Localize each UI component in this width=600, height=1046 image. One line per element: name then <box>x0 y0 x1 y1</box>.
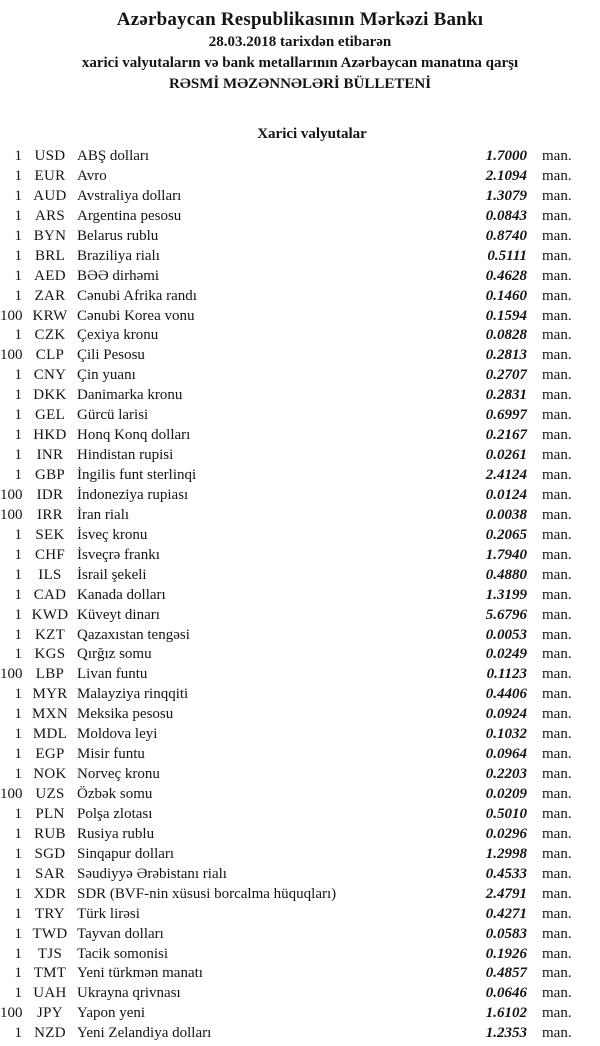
currency-code-cell: USD <box>34 148 66 164</box>
currency-code-cell: SEK <box>35 526 65 543</box>
currency-name-cell: Küveyt dinarı <box>77 606 160 623</box>
quantity-cell: 1 <box>14 925 22 942</box>
currency-name-cell: Honq Konq dolları <box>77 427 191 444</box>
unit-cell: man. <box>542 427 572 444</box>
currency-name-cell: SDR (BVF-nin xüsusi borcalma hüquqları) <box>77 885 337 902</box>
quantity-cell: 1 <box>14 247 22 264</box>
table-row <box>0 626 600 646</box>
currency-name-cell: Moldova leyi <box>77 726 158 743</box>
table-row <box>0 326 600 346</box>
quantity-cell: 1 <box>14 407 22 424</box>
currency-name-cell: Sinqapur dolları <box>77 845 175 862</box>
table-row <box>0 885 600 905</box>
rate-cell: 0.0209 <box>485 786 527 802</box>
table-row <box>0 705 600 725</box>
unit-cell: man. <box>542 865 572 882</box>
currency-code-cell: MXN <box>32 706 68 723</box>
table-row <box>0 825 600 845</box>
currency-code-cell: CNY <box>33 367 67 384</box>
unit-cell: man. <box>542 786 572 802</box>
table-row <box>0 785 600 805</box>
currency-name-cell: Qırğız somu <box>77 646 152 663</box>
currency-code-cell: AUD <box>33 187 67 204</box>
table-row <box>0 346 600 366</box>
rate-cell: 1.7000 <box>485 148 527 164</box>
rate-cell: 0.4880 <box>485 566 527 583</box>
rate-cell: 1.3079 <box>485 187 527 204</box>
table-row <box>0 566 600 586</box>
unit-cell: man. <box>542 706 572 723</box>
table-row <box>0 606 600 626</box>
rate-cell: 0.4533 <box>485 865 527 882</box>
rate-cell: 0.1460 <box>485 287 527 304</box>
currency-name-cell: Avro <box>77 167 107 184</box>
currency-name-cell: Rusiya rublu <box>77 825 155 842</box>
table-row <box>0 765 600 785</box>
quantity-cell: 1 <box>14 387 22 404</box>
rate-cell: 0.0261 <box>485 447 527 464</box>
unit-cell: man. <box>542 207 572 224</box>
unit-cell: man. <box>542 1025 572 1042</box>
rate-cell: 0.2831 <box>485 387 527 404</box>
rate-cell: 1.3199 <box>485 586 527 603</box>
table-row <box>0 665 600 685</box>
rate-cell: 0.2167 <box>485 427 527 444</box>
currency-code-cell: SAR <box>34 865 66 882</box>
quantity-cell: 1 <box>14 367 22 384</box>
quantity-cell: 1 <box>14 267 22 284</box>
currency-name-cell: Avstraliya dolları <box>77 187 182 204</box>
quantity-cell: 1 <box>14 447 22 464</box>
currency-name-cell: Tacik somonisi <box>77 945 169 962</box>
table-row <box>0 267 600 287</box>
currency-code-cell: ARS <box>34 207 66 224</box>
unit-cell: man. <box>542 148 572 164</box>
quantity-cell: 1 <box>14 526 22 543</box>
rates-table <box>0 147 600 1044</box>
bulletin-title: RƏSMİ MƏZƏNNƏLƏRİ BÜLLETENİ <box>168 76 432 92</box>
currency-name-cell: İngilis funt sterlinqi <box>77 467 197 483</box>
quantity-cell: 1 <box>14 805 22 822</box>
currency-code-cell: KZT <box>34 626 66 643</box>
rate-cell: 0.0038 <box>485 506 527 523</box>
quantity-cell: 1 <box>14 187 22 204</box>
table-row <box>0 446 600 466</box>
table-row <box>0 685 600 705</box>
table-row <box>0 247 600 267</box>
unit-cell: man. <box>542 247 572 264</box>
rate-cell: 0.5010 <box>485 805 527 822</box>
table-row <box>0 207 600 227</box>
quantity-cell: 1 <box>14 646 22 663</box>
rate-cell: 0.0583 <box>485 925 527 942</box>
currency-code-cell: TWD <box>32 925 68 942</box>
currency-name-cell: Livan funtu <box>77 666 148 683</box>
currency-code-cell: GBP <box>34 467 66 483</box>
currency-name-cell: Özbək somu <box>77 786 153 802</box>
unit-cell: man. <box>542 1005 572 1022</box>
table-row <box>0 426 600 446</box>
quantity-cell: 1 <box>14 825 22 842</box>
currency-code-cell: KWD <box>31 606 69 623</box>
rate-cell: 0.0924 <box>485 706 527 723</box>
currency-code-cell: CHF <box>34 546 66 563</box>
rate-cell: 0.0646 <box>485 985 527 1002</box>
unit-cell: man. <box>542 686 572 703</box>
unit-cell: man. <box>542 626 572 643</box>
currency-code-cell: NOK <box>33 766 67 783</box>
currency-code-cell: TMT <box>33 965 67 982</box>
table-row <box>0 745 600 765</box>
quantity-cell: 1 <box>14 427 22 444</box>
unit-cell: man. <box>542 307 572 324</box>
unit-cell: man. <box>542 546 572 563</box>
rate-cell: 0.2707 <box>485 367 527 384</box>
table-row <box>0 945 600 965</box>
unit-cell: man. <box>542 965 572 982</box>
unit-cell: man. <box>542 766 572 783</box>
currency-name-cell: Kanada dolları <box>77 586 166 603</box>
rate-cell: 2.4124 <box>485 467 527 483</box>
table-row <box>0 386 600 406</box>
quantity-cell: 1 <box>14 287 22 304</box>
rate-cell: 0.1926 <box>485 945 527 962</box>
rate-cell: 2.4791 <box>485 885 527 902</box>
currency-code-cell: MYR <box>32 686 68 703</box>
currency-name-cell: Çin yuanı <box>77 367 136 384</box>
rate-cell: 0.1032 <box>485 726 527 743</box>
unit-cell: man. <box>542 526 572 543</box>
unit-cell: man. <box>542 407 572 424</box>
currency-name-cell: Hindistan rupisi <box>77 447 174 464</box>
currency-code-cell: KRW <box>32 307 68 324</box>
unit-cell: man. <box>542 746 572 763</box>
currency-name-cell: Misir funtu <box>77 746 145 763</box>
quantity-cell: 1 <box>14 845 22 862</box>
currency-name-cell: Türk lirəsi <box>77 905 140 922</box>
currency-code-cell: CZK <box>34 327 66 344</box>
currency-code-cell: DKK <box>33 387 67 404</box>
table-row <box>0 845 600 865</box>
currency-code-cell: LBP <box>35 666 65 683</box>
table-row <box>0 725 600 745</box>
currency-code-cell: SGD <box>34 845 66 862</box>
quantity-cell: 1 <box>14 467 22 483</box>
quantity-cell: 1 <box>14 1025 22 1042</box>
currency-name-cell: Polşa zlotası <box>77 805 153 822</box>
currency-code-cell: UAH <box>33 985 67 1002</box>
unit-cell: man. <box>542 447 572 464</box>
unit-cell: man. <box>542 885 572 902</box>
quantity-cell: 1 <box>14 686 22 703</box>
unit-cell: man. <box>542 945 572 962</box>
table-row <box>0 307 600 327</box>
unit-cell: man. <box>542 486 572 503</box>
quantity-cell: 1 <box>14 945 22 962</box>
currency-code-cell: ILS <box>38 566 62 583</box>
quantity-cell: 100 <box>0 786 23 802</box>
currency-code-cell: RUB <box>34 825 66 842</box>
rate-cell: 1.6102 <box>485 1005 527 1022</box>
currency-code-cell: IDR <box>36 486 64 503</box>
table-row <box>0 526 600 546</box>
table-row <box>0 227 600 247</box>
currency-code-cell: XDR <box>33 885 67 902</box>
rate-cell: 0.0964 <box>485 746 527 763</box>
currency-name-cell: Səudiyyə Ərəbistanı rialı <box>77 865 227 882</box>
unit-cell: man. <box>542 287 572 304</box>
quantity-cell: 1 <box>14 227 22 244</box>
quantity-cell: 1 <box>14 746 22 763</box>
unit-cell: man. <box>542 347 572 364</box>
quantity-cell: 1 <box>14 706 22 723</box>
quantity-cell: 1 <box>14 586 22 603</box>
currency-code-cell: CAD <box>33 586 67 603</box>
currency-name-cell: Qazaxıstan tengəsi <box>77 626 190 643</box>
currency-name-cell: Yeni Zelandiya dolları <box>77 1025 212 1042</box>
currency-name-cell: Tayvan dolları <box>77 925 164 942</box>
table-row <box>0 147 600 167</box>
table-row <box>0 287 600 307</box>
currency-name-cell: İran rialı <box>77 506 130 523</box>
table-row <box>0 586 600 606</box>
currency-code-cell: NZD <box>34 1025 66 1042</box>
rate-cell: 5.6796 <box>485 606 527 623</box>
rate-cell: 0.4857 <box>485 965 527 982</box>
currency-name-cell: Malayziya rinqqiti <box>77 686 189 703</box>
quantity-cell: 1 <box>14 766 22 783</box>
quantity-cell: 1 <box>14 965 22 982</box>
currency-code-cell: GEL <box>34 407 66 424</box>
currency-code-cell: UZS <box>35 786 65 802</box>
quantity-cell: 1 <box>14 626 22 643</box>
currency-name-cell: BƏƏ dirhəmi <box>77 267 160 284</box>
unit-cell: man. <box>542 506 572 523</box>
rate-cell: 1.2998 <box>485 845 527 862</box>
rate-cell: 0.2203 <box>485 766 527 783</box>
quantity-cell: 100 <box>0 347 23 364</box>
rate-cell: 1.2353 <box>485 1025 527 1042</box>
table-row <box>0 167 600 187</box>
currency-name-cell: Cənubi Korea vonu <box>77 307 195 324</box>
currency-name-cell: Çili Pesosu <box>77 347 145 364</box>
unit-cell: man. <box>542 606 572 623</box>
rate-cell: 1.7940 <box>485 546 527 563</box>
quantity-cell: 100 <box>0 307 23 324</box>
currency-name-cell: Ukrayna qrivnası <box>77 985 181 1002</box>
quantity-cell: 1 <box>14 566 22 583</box>
currency-code-cell: BRL <box>34 247 66 264</box>
table-row <box>0 466 600 486</box>
unit-cell: man. <box>542 566 572 583</box>
unit-cell: man. <box>542 726 572 743</box>
unit-cell: man. <box>542 985 572 1002</box>
quantity-cell: 1 <box>14 167 22 184</box>
table-row <box>0 546 600 566</box>
currency-code-cell: TRY <box>34 905 66 922</box>
currency-code-cell: EUR <box>34 167 66 184</box>
quantity-cell: 100 <box>0 506 23 523</box>
table-row <box>0 506 600 526</box>
quantity-cell: 1 <box>14 905 22 922</box>
rate-cell: 0.4628 <box>485 267 527 284</box>
currency-name-cell: Yapon yeni <box>77 1005 146 1022</box>
unit-cell: man. <box>542 805 572 822</box>
unit-cell: man. <box>542 267 572 284</box>
currency-code-cell: INR <box>36 447 64 464</box>
quantity-cell: 1 <box>14 148 22 164</box>
rate-cell: 0.1123 <box>486 666 527 683</box>
rate-cell: 0.0249 <box>485 646 527 663</box>
table-row <box>0 366 600 386</box>
table-row <box>0 984 600 1004</box>
bulletin-page <box>0 8 600 1046</box>
rate-cell: 0.2813 <box>485 347 527 364</box>
table-row <box>0 925 600 945</box>
unit-cell: man. <box>542 387 572 404</box>
unit-cell: man. <box>542 167 572 184</box>
table-row <box>0 406 600 426</box>
currency-name-cell: İsveçrə frankı <box>77 546 160 563</box>
rate-cell: 0.4406 <box>485 686 527 703</box>
rate-cell: 0.8740 <box>485 227 527 244</box>
unit-cell: man. <box>542 825 572 842</box>
rate-cell: 0.4271 <box>485 905 527 922</box>
table-row <box>0 905 600 925</box>
unit-cell: man. <box>542 467 572 483</box>
unit-cell: man. <box>542 227 572 244</box>
quantity-cell: 1 <box>14 546 22 563</box>
subject-line: xarici valyutaların və bank metallarının Azərbaycan manatına qarşı <box>81 55 519 71</box>
rate-cell: 0.6997 <box>485 407 527 424</box>
document-header <box>0 8 600 95</box>
rate-cell: 0.0124 <box>485 486 527 503</box>
quantity-cell: 1 <box>14 985 22 1002</box>
currency-code-cell: ZAR <box>34 287 66 304</box>
rate-cell: 0.0843 <box>485 207 527 224</box>
rate-cell: 0.1594 <box>485 307 527 324</box>
currency-name-cell: Yeni türkmən manatı <box>77 965 203 982</box>
currency-code-cell: MDL <box>32 726 68 743</box>
quantity-cell: 1 <box>14 606 22 623</box>
rate-cell: 0.0053 <box>485 626 527 643</box>
unit-cell: man. <box>542 327 572 344</box>
currency-code-cell: TJS <box>37 945 63 962</box>
currency-name-cell: Argentina pesosu <box>77 207 182 224</box>
quantity-cell: 1 <box>14 865 22 882</box>
currency-name-cell: Cənubi Afrika randı <box>77 287 197 304</box>
table-row <box>0 964 600 984</box>
unit-cell: man. <box>542 187 572 204</box>
currency-name-cell: Gürcü larisi <box>77 407 149 424</box>
unit-cell: man. <box>542 845 572 862</box>
currency-name-cell: İsrail şekeli <box>77 566 147 583</box>
quantity-cell: 1 <box>14 885 22 902</box>
unit-cell: man. <box>542 646 572 663</box>
rate-cell: 0.5111 <box>487 247 527 264</box>
unit-cell: man. <box>542 666 572 683</box>
currency-name-cell: Danimarka kronu <box>77 387 183 404</box>
bank-name-title: Azərbaycan Respublikasının Mərkəzi Bankı <box>116 9 484 30</box>
currency-name-cell: Braziliya rialı <box>77 247 160 264</box>
section-title-foreign-currencies: Xarici valyutalar <box>257 126 367 142</box>
currency-code-cell: AED <box>34 267 66 284</box>
unit-cell: man. <box>542 905 572 922</box>
currency-code-cell: JPY <box>37 1005 63 1022</box>
currency-code-cell: CLP <box>35 347 65 364</box>
currency-code-cell: HKD <box>33 427 67 444</box>
currency-code-cell: EGP <box>35 746 65 763</box>
quantity-cell: 1 <box>14 726 22 743</box>
rate-cell: 0.0296 <box>485 825 527 842</box>
effective-date-line: 28.03.2018 tarixdən etibarən <box>208 34 392 50</box>
currency-code-cell: PLN <box>35 805 65 822</box>
currency-code-cell: IRR <box>37 506 63 523</box>
quantity-cell: 1 <box>14 327 22 344</box>
currency-name-cell: İndoneziya rupiası <box>77 486 189 503</box>
table-row <box>0 645 600 665</box>
table-row <box>0 1024 600 1044</box>
currency-name-cell: Belarus rublu <box>77 227 159 244</box>
table-row <box>0 187 600 207</box>
currency-name-cell: Çexiya kronu <box>77 327 159 344</box>
currency-name-cell: İsveç kronu <box>77 526 148 543</box>
currency-name-cell: Norveç kronu <box>77 766 160 783</box>
table-row <box>0 1004 600 1024</box>
unit-cell: man. <box>542 925 572 942</box>
currency-code-cell: KGS <box>34 646 66 663</box>
currency-code-cell: BYN <box>33 227 67 244</box>
quantity-cell: 1 <box>14 207 22 224</box>
table-row <box>0 865 600 885</box>
quantity-cell: 100 <box>0 666 23 683</box>
quantity-cell: 100 <box>0 486 23 503</box>
rate-cell: 2.1094 <box>485 167 527 184</box>
rate-cell: 0.0828 <box>485 327 527 344</box>
rate-cell: 0.2065 <box>485 526 527 543</box>
table-row <box>0 486 600 506</box>
unit-cell: man. <box>542 586 572 603</box>
unit-cell: man. <box>542 367 572 384</box>
table-row <box>0 805 600 825</box>
currency-name-cell: Meksika pesosu <box>77 706 174 723</box>
currency-name-cell: ABŞ dolları <box>77 148 150 164</box>
quantity-cell: 100 <box>0 1005 23 1022</box>
